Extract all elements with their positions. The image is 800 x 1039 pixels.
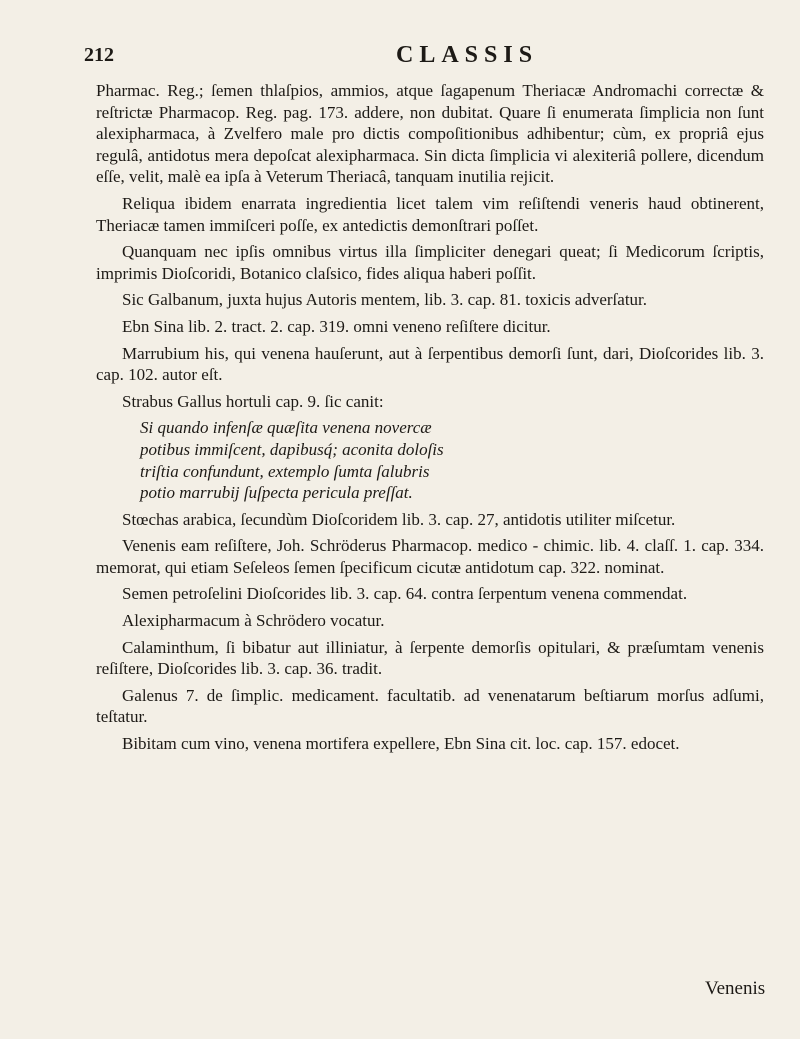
verse-line: potibus immiſcent, dapibusq́; aconita doloſis bbox=[140, 439, 444, 459]
page-number: 212 bbox=[84, 44, 114, 66]
page-header bbox=[84, 44, 784, 74]
paragraph: Marrubium his, qui venena hauſerunt, aut à ſerpentibus demorſi ſunt, dari, Dioſcorides lib. 3. cap. 102. autor eſt. bbox=[96, 343, 764, 385]
paragraph: Ebn Sina lib. 2. tract. 2. cap. 319. omni veneno reſiſtere dicitur. bbox=[122, 316, 551, 336]
paragraph: Calaminthum, ſi bibatur aut illiniatur, à ſerpente demorſis opitulari, & præſumtam venenis reſiſtere, Dioſcorides lib. 3. cap. 36. tradit. bbox=[96, 637, 764, 679]
catchword: Venenis bbox=[705, 978, 766, 999]
verse-line: triſtia confundunt, extemplo ſumta ſalubris bbox=[140, 461, 430, 481]
running-title: CLASSIS bbox=[396, 42, 539, 68]
paragraph: Bibitam cum vino, venena mortifera expellere, Ebn Sina cit. loc. cap. 157. edocet. bbox=[122, 734, 680, 754]
paragraph: Alexipharmacum à Schrödero vocatur. bbox=[122, 611, 385, 631]
paragraph: Venenis eam reſiſtere, Joh. Schröderus Pharmacop. medico - chimic. lib. 4. claſſ. 1. cap. 334. memorat, qui etiam Seſeleos ſemen ſpecificum cicutæ antidotum cap. 322. nominat. bbox=[96, 536, 764, 577]
verse-line: Si quando infenſæ quæſita venena novercæ bbox=[140, 418, 432, 438]
paragraph: Strabus Gallus hortuli cap. 9. ſic canit: bbox=[122, 391, 384, 411]
verse-quotation bbox=[140, 417, 764, 503]
paragraph: Stœchas arabica, ſecundùm Dioſcoridem lib. 3. cap. 27, antidotis utiliter miſcetur. bbox=[122, 509, 676, 529]
verse-line: potio marrubij ſuſpecta pericula preſſat. bbox=[140, 483, 413, 503]
paragraph: Quanquam nec ipſis omnibus virtus illa ſimpliciter denegari queat; ſi Medicorum ſcriptis, imprimis Dioſcoridi, Botanico claſsico, fides aliqua haberi poſſit. bbox=[96, 242, 764, 283]
paragraph: Semen petroſelini Dioſcorides lib. 3. cap. 64. contra ſerpentum venena commendat. bbox=[122, 584, 688, 604]
body-text bbox=[96, 80, 764, 760]
paragraph: Sic Galbanum, juxta hujus Autoris mentem, lib. 3. cap. 81. toxicis adverſatur. bbox=[122, 290, 648, 310]
paragraph: Reliqua ibidem enarrata ingredientia licet talem vim reſiſtendi veneris haud obtinerent, Theriacæ tamen immiſceri poſſe, ex antedictis demonſtrari poſſet. bbox=[96, 193, 764, 235]
paragraph: Pharmac. Reg.; ſemen thlaſpios, ammios, atque ſagapenum Theriacæ Andromachi correctæ & reſtrictæ Pharmacop. Reg. pag. 173. addere, non dubitat. Quare ſi enumerata ſimplicia non ſunt alexipharmaca, à Zvelfero male pro dictis compoſitionibus adhibentur; cùm, ex propriâ ejus regulâ, antidotus mera depoſcat alexipharmaca. Sin dicta ſimplicia vi alexiteriâ pollere, dicendum eſſe, velit, malè ea ipſa à Veterum Theriacâ, tanquam inutilia rejicit. bbox=[96, 81, 764, 187]
paragraph: Galenus 7. de ſimplic. medicament. facultatib. ad venenatarum beſtiarum morſus adſumi, teſtatur. bbox=[96, 685, 764, 727]
